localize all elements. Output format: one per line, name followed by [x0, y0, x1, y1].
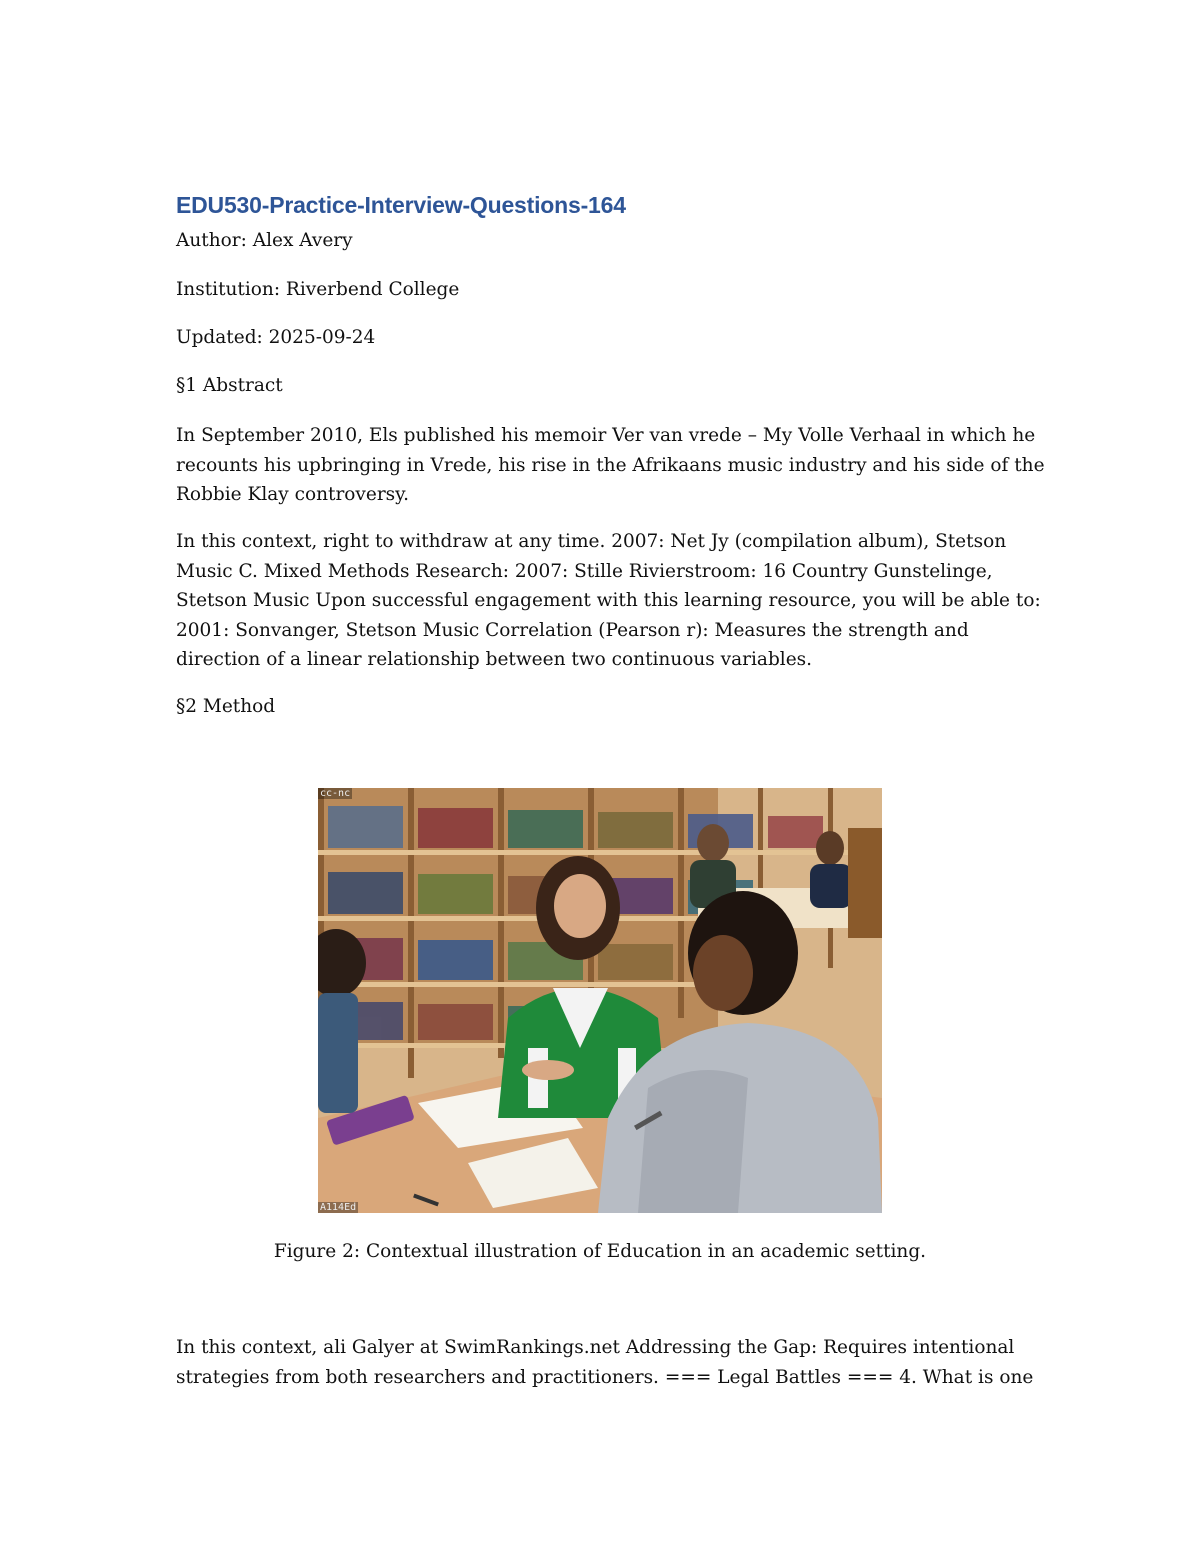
watermark-bottom: A114Ed	[320, 1202, 357, 1213]
paragraph-line: Robbie Klay controversy.	[176, 484, 410, 505]
watermark-top: cc-nc	[320, 788, 351, 799]
paragraph-line: recounts his upbringing in Vrede, his rise in the Afrikaans music industry and his side of the	[176, 454, 1045, 476]
abstract-paragraph-2	[176, 527, 1041, 675]
updated-line: Updated: 2025-09-24	[176, 327, 376, 348]
section-heading-abstract: §1 Abstract	[176, 375, 283, 396]
abstract-paragraph-1	[176, 421, 1045, 510]
document-title: EDU530-Practice-Interview-Questions-164	[176, 192, 626, 218]
institution-line: Institution: Riverbend College	[176, 279, 460, 300]
paragraph-line: 2001: Sonvanger, Stetson Music Correlation (Pearson r): Measures the strength and	[176, 619, 969, 641]
paragraph-line: In this context, ali Galyer at SwimRankings.net Addressing the Gap: Requires intentional	[176, 1337, 1015, 1358]
library-photo-illustration	[318, 788, 882, 1213]
method-paragraph	[176, 1333, 1034, 1392]
author-line: Author: Alex Avery	[176, 230, 353, 251]
paragraph-line: In this context, right to withdraw at any time. 2007: Net Jy (compilation album), Stetson	[176, 531, 1007, 552]
figure-image	[318, 788, 882, 1213]
paragraph-line: Music C. Mixed Methods Research: 2007: Stille Rivierstroom: 16 Country Gunstelinge,	[176, 560, 993, 582]
paragraph-line: Stetson Music Upon successful engagement with this learning resource, you will be able to:	[176, 590, 1041, 611]
paragraph-line: In September 2010, Els published his memoir Ver van vrede – My Volle Verhaal in which he	[176, 425, 1036, 446]
figure-caption: Figure 2: Contextual illustration of Education in an academic setting.	[273, 1241, 927, 1262]
paragraph-line: direction of a linear relationship between two continuous variables.	[176, 649, 813, 670]
section-heading-method: §2 Method	[176, 696, 276, 717]
paragraph-line: strategies from both researchers and practitioners. === Legal Battles === 4. What is one	[176, 1366, 1034, 1388]
